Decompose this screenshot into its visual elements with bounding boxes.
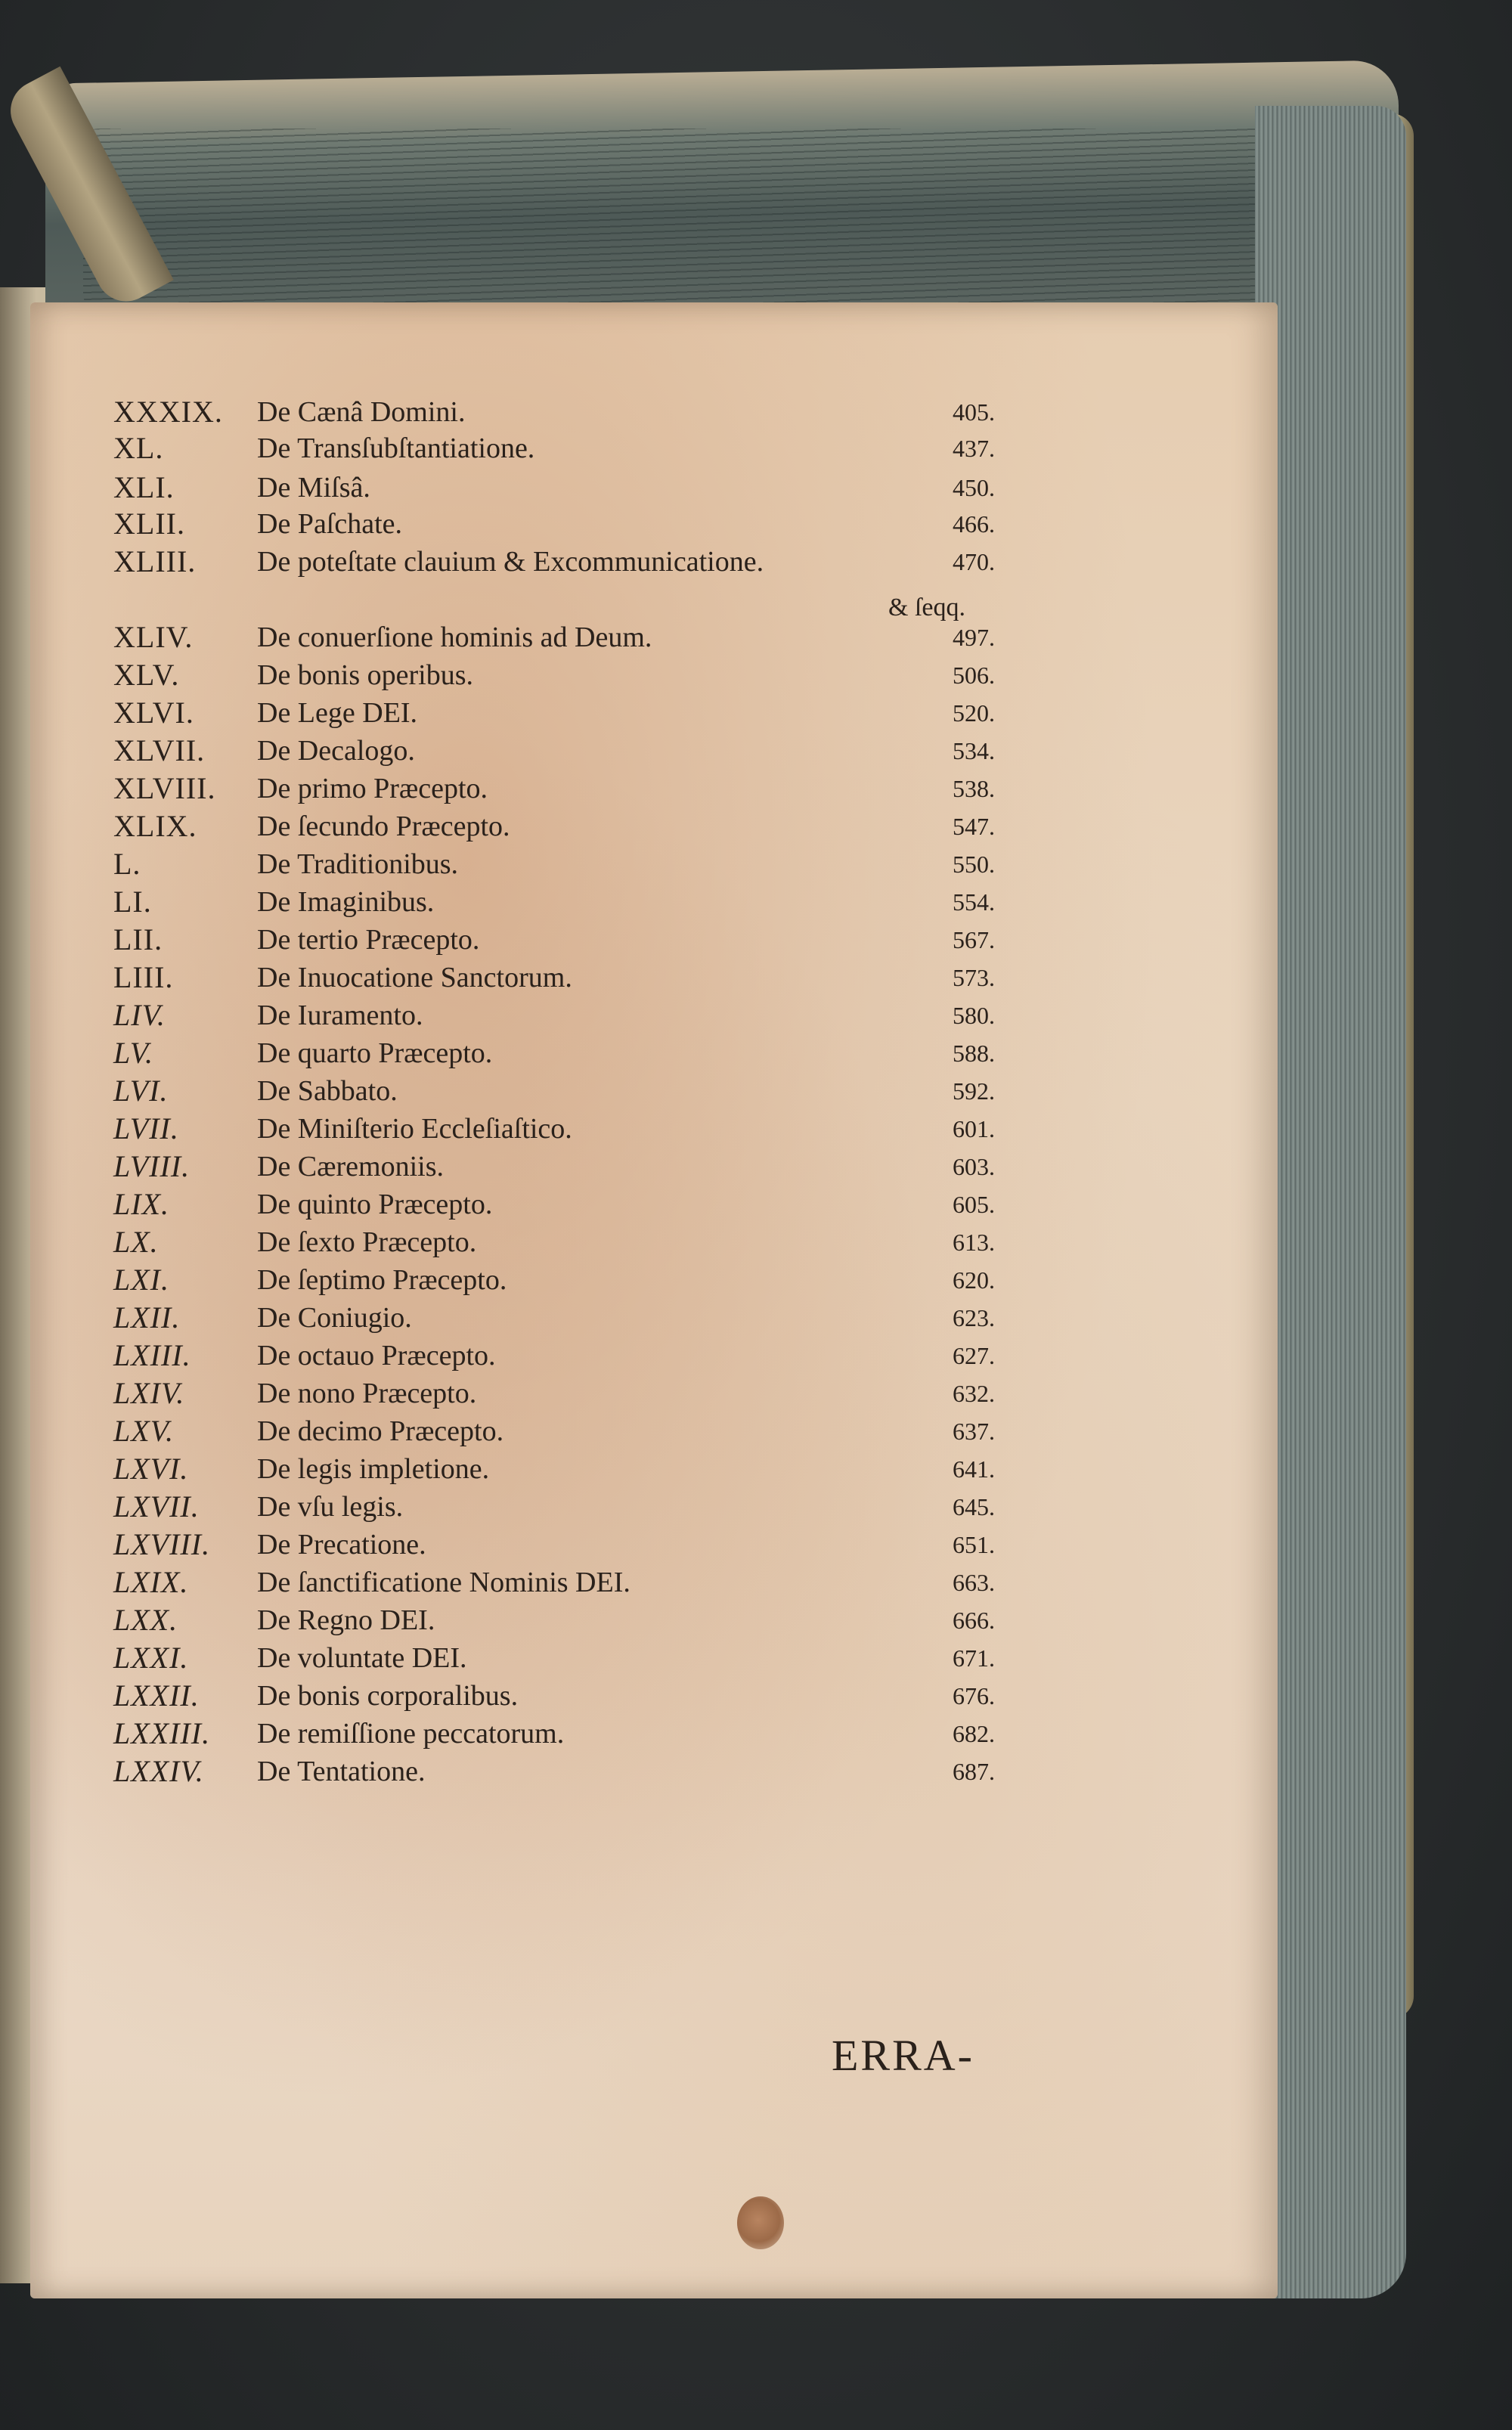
chapter-title: De Regno DEI.: [257, 1604, 435, 1636]
book-page: [30, 302, 1278, 2298]
page-number: 663.: [953, 1569, 995, 1596]
chapter-title: De Precatione.: [257, 1529, 426, 1561]
page-number: 588.: [953, 1040, 995, 1067]
page-number: 437.: [953, 435, 995, 462]
chapter-title: De voluntate DEI.: [257, 1642, 467, 1674]
chapter-number: LXIV.: [113, 1376, 185, 1410]
chapter-number: XLII.: [113, 507, 185, 541]
page-number: 601.: [953, 1115, 995, 1142]
chapter-number: LX.: [113, 1225, 159, 1259]
chapter-title: De Sabbato.: [257, 1075, 398, 1107]
toc-row: [113, 1186, 1036, 1223]
toc-row: [113, 505, 1036, 543]
page-number: 497.: [953, 624, 995, 651]
chapter-number: LXII.: [113, 1300, 181, 1334]
toc-row: [113, 1261, 1036, 1299]
chapter-number: XLIV.: [113, 620, 194, 654]
chapter-number: LXVII.: [113, 1489, 200, 1523]
chapter-title: De Traditionibus.: [257, 848, 459, 880]
chapter-title: De ſexto Præcepto.: [257, 1226, 477, 1258]
chapter-number: LVII.: [113, 1111, 179, 1145]
chapter-title: De bonis operibus.: [257, 659, 474, 691]
chapter-number: LXI.: [113, 1263, 169, 1297]
page-number: 580.: [953, 1002, 995, 1029]
chapter-title: De poteſtate clauium & Excommunicatione.: [257, 546, 764, 578]
chapter-number: LIV.: [113, 998, 166, 1032]
chapter-title: De decimo Præcepto.: [257, 1415, 504, 1447]
chapter-title: De quinto Præcepto.: [257, 1189, 493, 1220]
chapter-number: LIII.: [113, 960, 174, 994]
chapter-title: De bonis corporalibus.: [257, 1680, 519, 1712]
page-number: 550.: [953, 851, 995, 878]
page-number: 627.: [953, 1342, 995, 1369]
chapter-number: XL.: [113, 431, 164, 465]
toc-row: [113, 1337, 1036, 1375]
chapter-title: De vſu legis.: [257, 1491, 404, 1523]
toc-row: [113, 732, 1036, 770]
page-number: 520.: [953, 699, 995, 727]
chapter-number: LXVIII.: [113, 1527, 211, 1561]
chapter-title: De Decalogo.: [257, 735, 415, 767]
page-number: 506.: [953, 662, 995, 689]
toc-row: [113, 656, 1036, 694]
toc-row: [113, 1715, 1036, 1753]
toc-row: [113, 1299, 1036, 1337]
chapter-number: L.: [113, 847, 141, 881]
toc-row: [113, 883, 1036, 921]
chapter-title: De primo Præcepto.: [257, 773, 488, 804]
page-number: 450.: [953, 474, 995, 501]
page-number: 554.: [953, 888, 995, 916]
chapter-number: LXIX.: [113, 1565, 189, 1599]
toc-row: [113, 1601, 1036, 1639]
book-page-edges: [83, 129, 1368, 310]
toc-row: [113, 1753, 1036, 1790]
chapter-number: LXXIII.: [113, 1716, 211, 1750]
chapter-number: LVIII.: [113, 1149, 191, 1183]
toc-row: [113, 543, 1036, 581]
page-number: 466.: [953, 510, 995, 538]
book-fore-edge: [1255, 106, 1406, 2298]
chapter-number: XLVIII.: [113, 771, 216, 805]
chapter-title: De Cæremoniis.: [257, 1151, 444, 1182]
chapter-title: De octauo Præcepto.: [257, 1340, 496, 1372]
chapter-title: De quarto Præcepto.: [257, 1037, 493, 1069]
chapter-number: LI.: [113, 885, 152, 919]
page-number: 547.: [953, 813, 995, 840]
chapter-title: De Transſubſtantiatione.: [257, 432, 535, 464]
toc-row: [113, 1677, 1036, 1715]
toc-row: [113, 393, 1036, 431]
page-number: 676.: [953, 1682, 995, 1709]
page-number: 637.: [953, 1418, 995, 1445]
page-number: 641.: [953, 1455, 995, 1483]
chapter-number: LII.: [113, 922, 163, 956]
chapter-title: De Miſsâ.: [257, 472, 370, 504]
toc-row: [113, 1526, 1036, 1564]
chapter-number: LVI.: [113, 1074, 169, 1108]
chapter-title: De legis impletione.: [257, 1453, 490, 1485]
chapter-number: XLVI.: [113, 696, 194, 730]
ink-stain: [737, 2196, 784, 2249]
chapter-number: XLIX.: [113, 809, 197, 843]
chapter-title: De ſecundo Præcepto.: [257, 811, 510, 842]
page-number: 651.: [953, 1531, 995, 1558]
chapter-number: LIX.: [113, 1187, 169, 1221]
toc-row: [113, 1110, 1036, 1148]
page-number: 534.: [953, 737, 995, 764]
chapter-number: XLIII.: [113, 544, 197, 578]
chapter-number: LXXI.: [113, 1641, 189, 1675]
table-of-contents: [30, 302, 1278, 2298]
toc-row: [113, 921, 1036, 959]
chapter-title: De nono Præcepto.: [257, 1378, 477, 1409]
page-number: 645.: [953, 1493, 995, 1520]
et-seq-note: & ſeqq.: [888, 594, 965, 621]
chapter-number: XLVII.: [113, 733, 206, 767]
toc-row: [113, 1375, 1036, 1412]
chapter-number: XXXIX.: [113, 395, 223, 429]
page-number: 567.: [953, 926, 995, 953]
page-number: 613.: [953, 1229, 995, 1256]
toc-row: [113, 1639, 1036, 1677]
chapter-number: LV.: [113, 1036, 154, 1070]
chapter-title: De Cænâ Domini.: [257, 396, 466, 428]
toc-row: [113, 807, 1036, 845]
chapter-number: LXIII.: [113, 1338, 191, 1372]
page-number: 538.: [953, 775, 995, 802]
toc-row: [113, 1412, 1036, 1450]
chapter-title: De tertio Præcepto.: [257, 924, 480, 956]
chapter-title: De conuerſione hominis ad Deum.: [257, 621, 652, 653]
toc-row: [113, 959, 1036, 996]
page-number: 682.: [953, 1720, 995, 1747]
page-number: 405.: [953, 398, 995, 426]
toc-row: [113, 618, 1036, 656]
toc-row: [113, 1564, 1036, 1601]
chapter-title: De Tentatione.: [257, 1756, 426, 1787]
toc-row: [113, 694, 1036, 732]
chapter-title: De ſanctificatione Nominis DEI.: [257, 1567, 631, 1598]
chapter-number: LXXII.: [113, 1678, 200, 1712]
toc-row: [113, 1488, 1036, 1526]
toc-row: [113, 996, 1036, 1034]
page-number: 605.: [953, 1191, 995, 1218]
page-number: 620.: [953, 1266, 995, 1294]
toc-row: [113, 1148, 1036, 1186]
page-number: 592.: [953, 1077, 995, 1105]
chapter-title: De Inuocatione Sanctorum.: [257, 962, 572, 993]
page-number: 603.: [953, 1153, 995, 1180]
chapter-title: De ſeptimo Præcepto.: [257, 1264, 507, 1296]
chapter-title: De Lege DEI.: [257, 697, 418, 729]
page-number: 632.: [953, 1380, 995, 1407]
chapter-title: De Miniſterio Eccleſiaſtico.: [257, 1113, 572, 1145]
page-number: 687.: [953, 1758, 995, 1785]
chapter-title: De Iuramento.: [257, 1000, 423, 1031]
page-number: 623.: [953, 1304, 995, 1331]
catchword: ERRA-: [832, 2031, 974, 2080]
chapter-title: De Coniugio.: [257, 1302, 412, 1334]
chapter-number: LXV.: [113, 1414, 174, 1448]
page-number: 573.: [953, 964, 995, 991]
chapter-number: XLI.: [113, 470, 175, 504]
toc-row: [113, 770, 1036, 807]
toc-row: [113, 1072, 1036, 1110]
chapter-title: De Paſchate.: [257, 508, 403, 540]
toc-row: [113, 1034, 1036, 1072]
toc-row: [113, 429, 1036, 467]
toc-row: [113, 1223, 1036, 1261]
chapter-title: De Imaginibus.: [257, 886, 435, 918]
page-number: 671.: [953, 1644, 995, 1672]
page-number: 470.: [953, 548, 995, 575]
chapter-number: LXVI.: [113, 1452, 189, 1486]
toc-row: [113, 845, 1036, 883]
toc-row: [113, 469, 1036, 507]
toc-row: [113, 1450, 1036, 1488]
chapter-title: De remiſſione peccatorum.: [257, 1718, 565, 1750]
chapter-number: LXXIV.: [113, 1754, 204, 1788]
page-number: 666.: [953, 1607, 995, 1634]
chapter-number: LXX.: [113, 1603, 178, 1637]
chapter-number: XLV.: [113, 658, 180, 692]
